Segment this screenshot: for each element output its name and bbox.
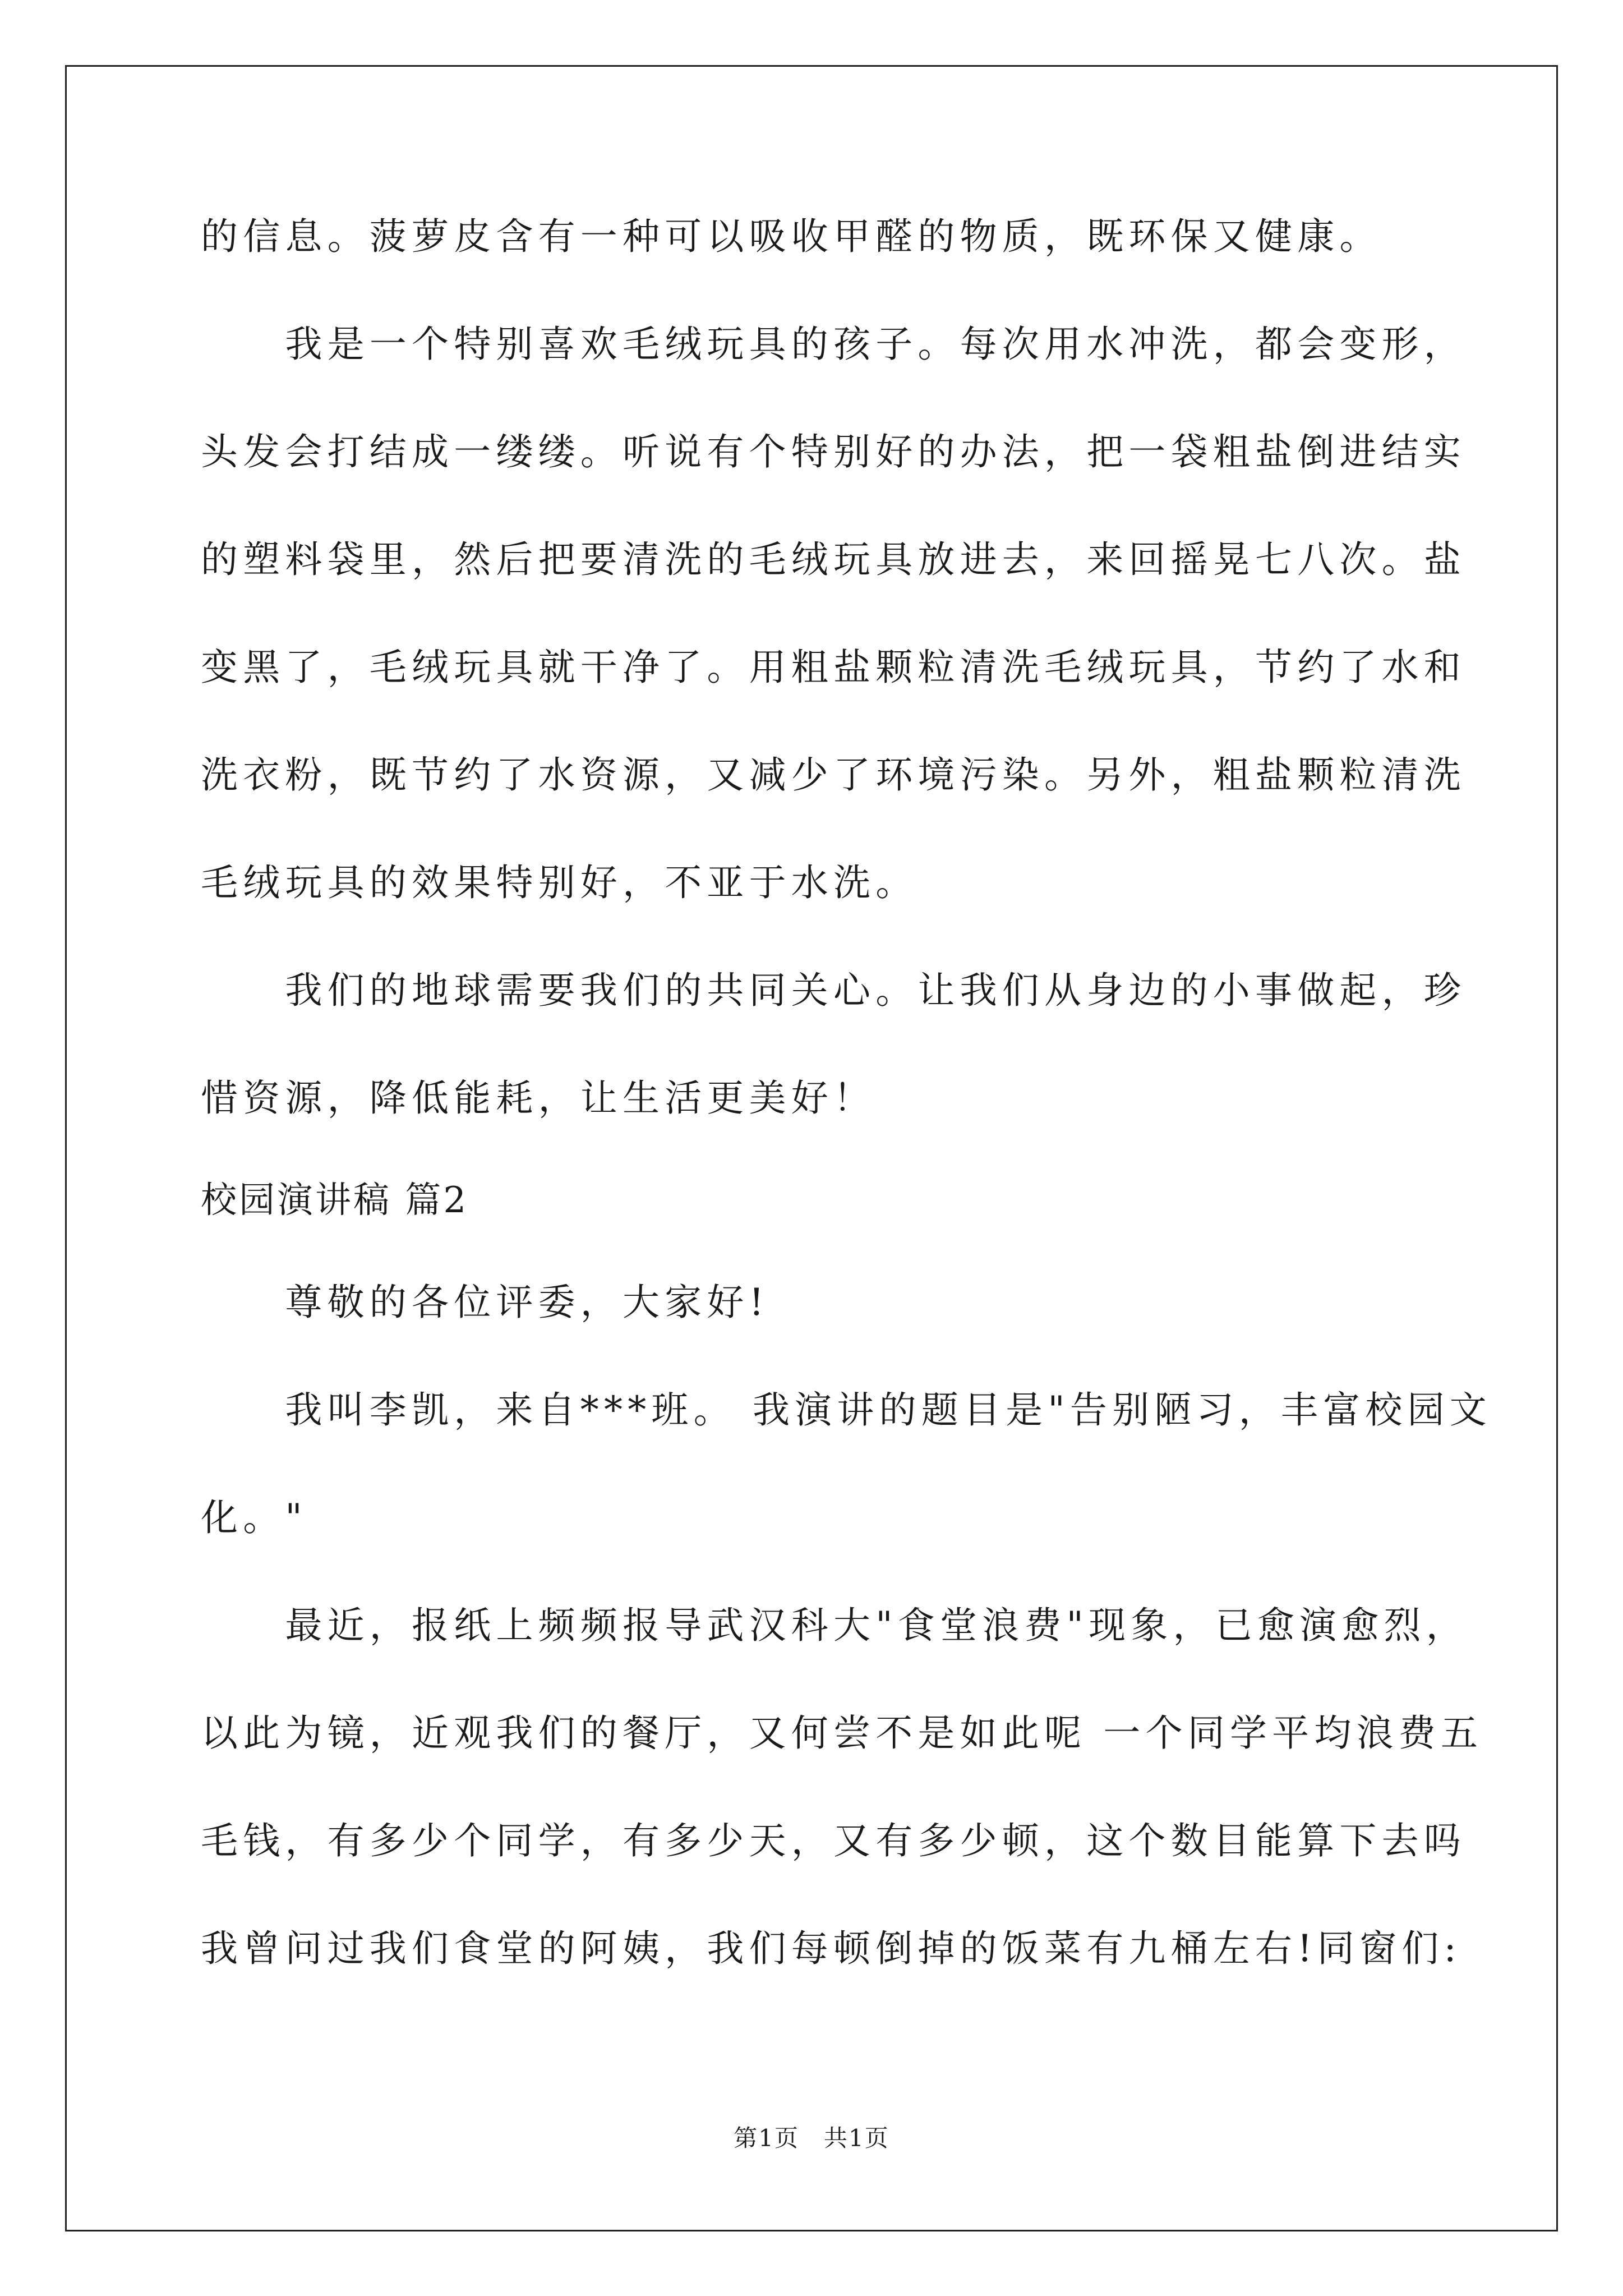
text-line: 尊敬的各位评委，大家好! (201, 1281, 769, 1324)
text-line: 的塑料袋里，然后把要清洗的毛绒玩具放进去，来回摇晃七八次。盐 (201, 538, 1466, 581)
text-line: 头发会打结成一缕缕。听说有个特别好的办法，把一袋粗盐倒进结实 (201, 430, 1466, 473)
text-line: 最近，报纸上频频报导武汉科大"食堂浪费"现象，已愈演愈烈， (201, 1604, 1468, 1647)
text-line: 变黑了，毛绒玩具就干净了。用粗盐颗粒清洗毛绒玩具，节约了水和 (201, 646, 1466, 689)
text-line: 我曾问过我们食堂的阿姨，我们每顿倒掉的饭菜有九桶左右!同窗们: (201, 1927, 1461, 1970)
text-line: 毛绒玩具的效果特别好，不亚于水洗。 (201, 861, 918, 904)
text-line: 我们的地球需要我们的共同关心。让我们从身边的小事做起，珍 (201, 969, 1466, 1012)
text-line: 的信息。菠萝皮含有一种可以吸收甲醛的物质，既环保又健康。 (201, 215, 1382, 258)
page-border (65, 65, 1558, 2231)
text-line: 我是一个特别喜欢毛绒玩具的孩子。每次用水冲洗，都会变形， (201, 323, 1466, 366)
text-line: 以此为镜，近观我们的餐厅，又何尝不是如此呢 一个同学平均浪费五 (201, 1711, 1483, 1755)
page-footer: 第1页 共1页 (734, 2124, 889, 2152)
text-line: 化。" (201, 1496, 307, 1539)
section-heading: 校园演讲稿 篇2 (201, 1180, 469, 1221)
text-line: 惜资源，降低能耗，让生活更美好！ (201, 1076, 876, 1120)
text-line: 毛钱，有多少个同学，有多少天，又有多少顿，这个数目能算下去吗 (201, 1819, 1466, 1862)
text-line: 我叫李凯，来自***班。 我演讲的题目是"告别陋习，丰富校园文 (201, 1388, 1492, 1432)
text-line: 洗衣粉，既节约了水资源，又减少了环境污染。另外，粗盐颗粒清洗 (201, 753, 1466, 797)
